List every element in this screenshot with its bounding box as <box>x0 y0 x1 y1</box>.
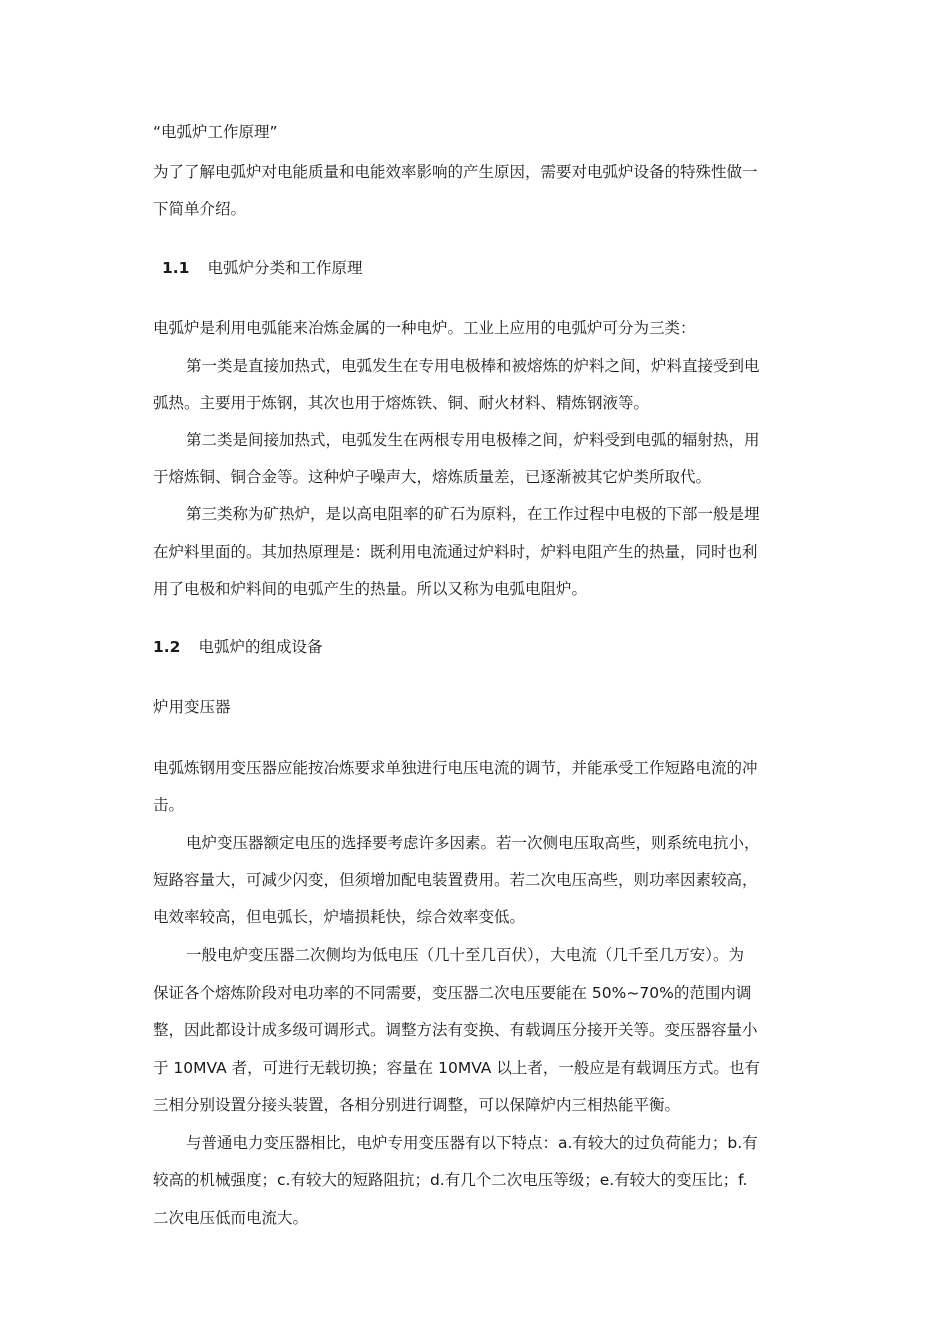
subsection-title: 炉用变压器 <box>153 698 231 716</box>
paragraph-line: 电效率较高，但电弧长，炉墙损耗快，综合效率变低。 <box>153 908 526 926</box>
section-1-2-heading <box>153 637 813 657</box>
paragraph-line: 第二类是间接加热式，电弧发生在两根专用电极棒之间，炉料受到电弧的辐射热，用 <box>186 431 760 449</box>
intro-line-1: 为了了解电弧炉对电能质量和电能效率影响的产生原因，需要对电弧炉设备的特殊性做一 <box>153 163 758 181</box>
document-title: “电弧炉工作原理” <box>153 123 278 141</box>
paragraph-line: 电炉变压器额定电压的选择要考虑许多因素。若一次侧电压取高些，则系统电抗小， <box>186 834 760 852</box>
paragraph-line: 于熔炼铜、铜合金等。这种炉子噪声大，熔炼质量差，已逐渐被其它炉类所取代。 <box>153 468 712 486</box>
paragraph-line: 击。 <box>153 796 185 814</box>
section-title: 电弧炉分类和工作原理 <box>207 259 363 277</box>
paragraph-line: 在炉料里面的。其加热原理是：既利用电流通过炉料时，炉料电阻产生的热量，同时也利 <box>153 543 758 561</box>
paragraph-line: 较高的机械强度；c.有较大的短路阻抗；d.有几个二次电压等级；e.有较大的变压比；f. <box>153 1171 748 1189</box>
paragraph-line: 整，因此都设计成多级可调形式。调整方法有变换、有载调压分接开关等。变压器容量小 <box>153 1021 758 1039</box>
section-number: 1.2 <box>153 638 181 656</box>
paragraph-line: 短路容量大，可减少闪变，但须增加配电装置费用。若二次电压高些，则功率因素较高， <box>153 871 758 889</box>
paragraph-line: 与普通电力变压器相比，电炉专用变压器有以下特点：a.有较大的过负荷能力；b.有 <box>186 1134 758 1152</box>
paragraph-line: 三相分别设置分接头装置，各相分别进行调整，可以保障炉内三相热能平衡。 <box>153 1096 681 1114</box>
section-number: 1.1 <box>162 259 190 277</box>
section-1-1-heading <box>162 258 822 278</box>
paragraph-line: 弧热。主要用于炼钢，其次也用于熔炼铁、铜、耐火材料、精炼钢液等。 <box>153 394 650 412</box>
paragraph-line: 于 10MVA 者，可进行无载切换；容量在 10MVA 以上者，一般应是有载调压方式。也有 <box>153 1059 760 1077</box>
paragraph-line: 第一类是直接加热式，电弧发生在专用电极棒和被熔炼的炉料之间，炉料直接受到电 <box>186 357 760 375</box>
paragraph-line: 二次电压低而电流大。 <box>153 1209 309 1227</box>
paragraph-line: 一般电炉变压器二次侧均为低电压（几十至几百伏），大电流（几千至几万安）。为 <box>186 946 745 964</box>
paragraph-line: 保证各个熔炼阶段对电功率的不同需要，变压器二次电压要能在 50%~70%的范围内调 <box>153 984 752 1002</box>
paragraph-line: 用了电极和炉料间的电弧产生的热量。所以又称为电弧电阻炉。 <box>153 580 588 598</box>
paragraph-line: 第三类称为矿热炉，是以高电阻率的矿石为原料，在工作过程中电极的下部一般是埋 <box>186 505 760 523</box>
intro-line-2: 下简单介绍。 <box>153 200 247 218</box>
section-title: 电弧炉的组成设备 <box>198 638 323 656</box>
paragraph-line: 电弧炼钢用变压器应能按冶炼要求单独进行电压电流的调节，并能承受工作短路电流的冲 <box>153 759 758 777</box>
paragraph: 电弧炉是利用电弧能来冶炼金属的一种电炉。工业上应用的电弧炉可分为三类： <box>153 319 696 337</box>
